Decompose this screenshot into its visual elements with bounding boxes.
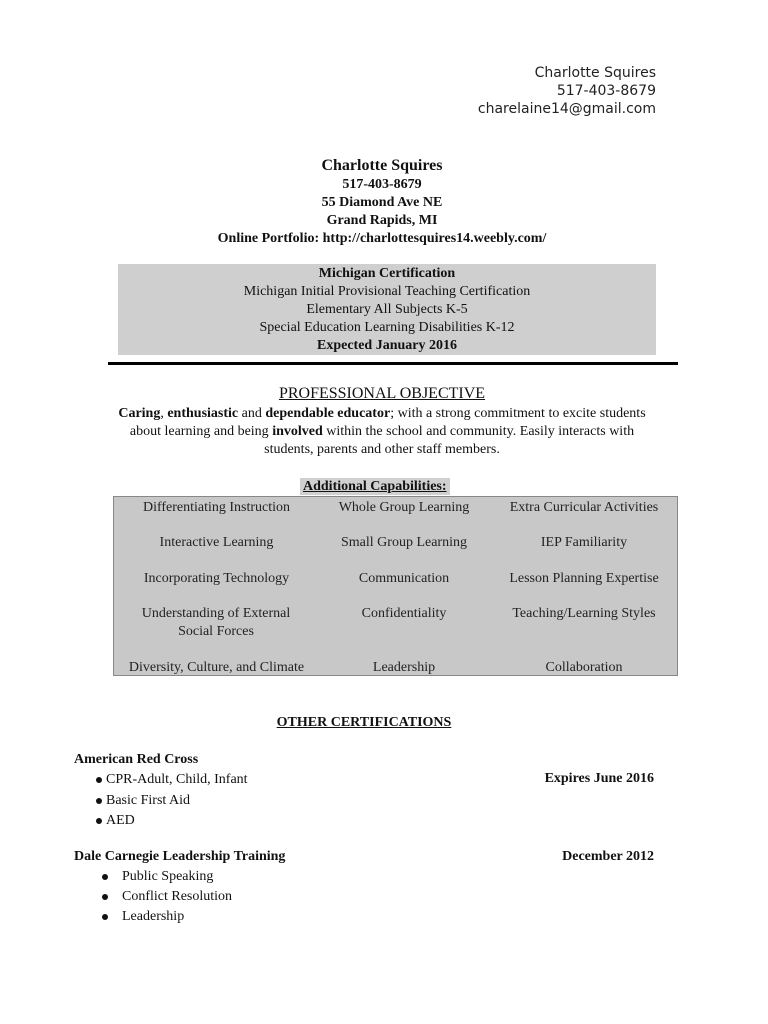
- certification-line: Michigan Initial Provisional Teaching Certification: [243, 284, 531, 299]
- objective-bold-caring: Caring: [118, 406, 161, 421]
- bullet-text: Public Speaking: [122, 869, 214, 884]
- corner-contact: [456, 64, 656, 118]
- carnegie-item: [102, 868, 213, 886]
- capability-cell: IEP Familiarity: [540, 535, 628, 550]
- other-certifications-title: OTHER CERTIFICATIONS: [276, 715, 452, 730]
- capability-cell: Teaching/Learning Styles: [512, 606, 656, 621]
- objective-title: PROFESSIONAL OBJECTIVE: [278, 385, 486, 402]
- header-phone: 517-403-8679: [342, 177, 422, 192]
- certification-line: Special Education Learning Disabilities K-12: [259, 320, 515, 335]
- header-city: Grand Rapids, MI: [326, 213, 438, 228]
- red-cross-item: [96, 812, 135, 830]
- header-portfolio-link[interactable]: Online Portfolio: http://charlottesquires14.weebly.com/: [217, 231, 547, 246]
- bullet-text: Conflict Resolution: [122, 889, 233, 904]
- objective-bold-enthusiastic: enthusiastic: [167, 406, 239, 421]
- capability-cell: Interactive Learning: [159, 535, 274, 550]
- certification-line: Elementary All Subjects K-5: [306, 302, 468, 317]
- objective-bold-involved: involved: [272, 424, 323, 439]
- capabilities-grid: [113, 496, 678, 676]
- objective-text-part: and: [238, 406, 266, 421]
- header-address: 55 Diamond Ave NE: [321, 195, 443, 210]
- capability-cell: Small Group Learning: [341, 535, 467, 550]
- corner-name: Charlotte Squires: [534, 65, 656, 81]
- capability-cell: Diversity, Culture, and Climate: [128, 660, 305, 675]
- carnegie-item: [102, 888, 232, 906]
- carnegie-item: [102, 908, 184, 926]
- bullet-text: CPR-Adult, Child, Infant: [106, 772, 248, 787]
- objective-bold-educator: dependable educator: [265, 406, 391, 421]
- bullet-icon: [102, 894, 108, 900]
- capability-cell: Confidentiality: [361, 606, 447, 621]
- certification-box: [118, 264, 656, 355]
- header-name: Charlotte Squires: [321, 157, 443, 174]
- capability-cell: Differentiating Instruction: [142, 500, 291, 515]
- capability-cell: Incorporating Technology: [143, 571, 290, 586]
- bullet-icon: [102, 874, 108, 880]
- section-divider: [108, 362, 678, 365]
- capability-cell: Whole Group Learning: [338, 500, 470, 515]
- objective-text-part: ; with a strong commitment to excite students about learning and being: [129, 406, 646, 439]
- bullet-icon: [96, 818, 102, 824]
- capability-cell: Communication: [358, 571, 450, 586]
- capability-cell: Collaboration: [545, 660, 623, 675]
- bullet-text: AED: [106, 813, 135, 828]
- carnegie-date: December 2012: [562, 849, 654, 864]
- bullet-icon: [96, 798, 102, 804]
- capability-cell: Lesson Planning Expertise: [509, 571, 659, 586]
- red-cross-org: American Red Cross: [74, 752, 199, 767]
- resume-header: [108, 156, 656, 248]
- certification-expected: Expected January 2016: [317, 338, 457, 353]
- objective-text-part: within the school and community. Easily interacts with students, parents and other staff members.: [264, 424, 635, 457]
- objective-text-part: ,: [160, 406, 168, 421]
- bullet-icon: [102, 914, 108, 920]
- red-cross-item: [96, 792, 190, 810]
- bullet-icon: [96, 777, 102, 783]
- corner-email: charelaine14@gmail.com: [477, 101, 656, 117]
- bullet-text: Leadership: [122, 909, 185, 924]
- red-cross-date: Expires June 2016: [544, 771, 654, 786]
- carnegie-org: Dale Carnegie Leadership Training: [74, 849, 286, 864]
- capability-cell: Extra Curricular Activities: [509, 500, 659, 515]
- capability-cell: Understanding of External Social Forces: [141, 606, 291, 639]
- capability-cell: Leadership: [372, 660, 436, 675]
- certification-title: Michigan Certification: [318, 266, 456, 281]
- capabilities-title: Additional Capabilities:: [300, 478, 450, 495]
- corner-phone: 517-403-8679: [556, 83, 656, 99]
- red-cross-item: [96, 771, 248, 789]
- bullet-text: Basic First Aid: [106, 793, 191, 808]
- objective-text: [112, 405, 652, 459]
